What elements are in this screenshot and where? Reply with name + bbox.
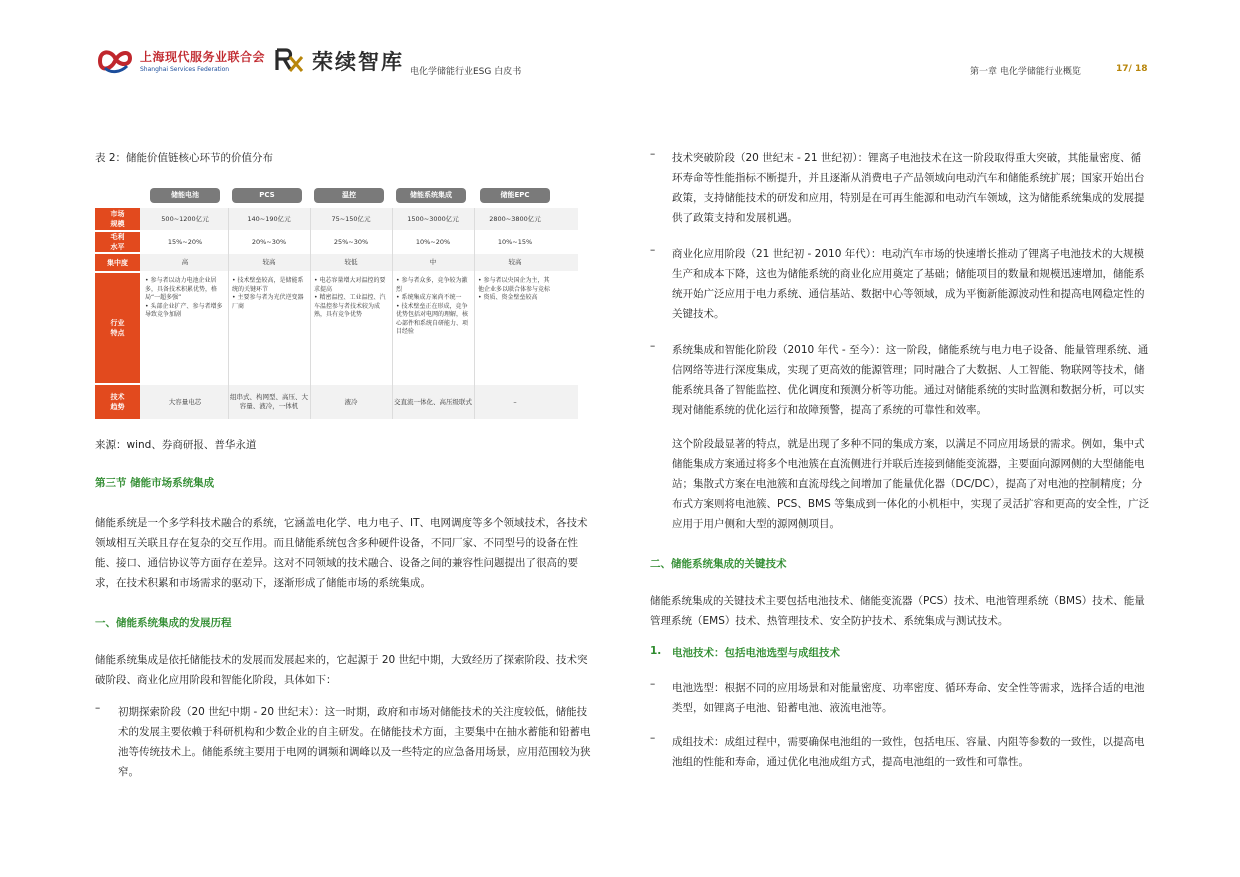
org-name-cn: 上海现代服务业联合会 <box>140 50 266 64</box>
table-cell: 10%~20% <box>415 237 451 246</box>
bullet-text: 成组技术：成组过程中，需要确保电池组的一致性，包括电压、容量、内阻等参数的一致性，以提高电池组的性能和寿命，通过优化电池成组方式，提高电池组的一致性和可靠性。 <box>672 736 1145 768</box>
table-cell: 中 <box>429 258 437 266</box>
subsection-title: 二、储能系统集成的关键技术 <box>650 558 787 570</box>
value-chain-table <box>95 185 578 420</box>
org-name <box>140 48 265 73</box>
column-header-thermal: 温控 <box>314 188 384 203</box>
bullet-dash: – <box>650 340 656 352</box>
table-cell: • 参与者众多，竞争较为激烈 • 系统集成方案尚不统一 • 技术壁垒正在形成，竞争优势包括对电网的理解，核心部件和系统自研能力、项目经验 <box>396 277 469 335</box>
page-header <box>0 0 1240 90</box>
federation-logo-icon <box>97 46 133 76</box>
column-header-integration: 储能系统集成 <box>396 188 466 203</box>
column-header-pcs: PCS <box>232 188 302 203</box>
bullet-dash: – <box>650 678 656 690</box>
table-cell: 1500~3000亿元 <box>407 214 459 223</box>
table-cell: 较高 <box>262 258 276 266</box>
brand-logo-icon <box>274 47 304 73</box>
table-cell: 10%~15% <box>497 237 533 246</box>
table-cell: 15%~20% <box>167 237 203 246</box>
paragraph: 这个阶段最显著的特点，就是出现了多种不同的集成方案，以满足不同应用场景的需求。例如，集中式储能集成方案通过将多个电池簇在直流侧进行并联后连接到储能变流器，主要面向源网侧的大型储能电站；集散式方案在电池簇和直流母线之间增加了能量优化器（DC/DC），提高了对电池的控制精度；分布式方案则将电池簇、PCS、BMS 等集成到一体化的小机柜中，实现了灵活扩容和更高的安全性，广泛应用于用户侧和大型的源网侧项目。 <box>672 438 1150 530</box>
row-header-gross-margin: 毛利 水平 <box>95 232 140 252</box>
bullet-dash: – <box>650 732 656 744</box>
bullet-text: 初期探索阶段（20 世纪中期 - 20 世纪末）：这一时期，政府和市场对储能技术的关注度较低，储能技术的发展主要依赖于科研机构和少数企业的自主研发。在储能技术方面，主要集中在抽水蓄能和铅蓄电池等传统技术上。储能系统主要用于电网的调频和调峰以及一些特定的应急备用场景，应用范围较为狭窄。 <box>118 706 591 778</box>
bullet-dash: – <box>95 702 101 714</box>
table-cell: • 技术壁垒较高，是储能系统的关键环节 • 主要参与者为光伏逆变器厂商 <box>232 277 304 310</box>
table-cell: – <box>513 397 517 406</box>
paragraph: 储能系统是一个多学科技术融合的系统，它涵盖电化学、电力电子、IT、电网调度等多个领域技术，各技术领域相互关联且存在复杂的交互作用。而且储能系统包含多种硬件设备，不同厂家、不同型号的设备在性能、接口、通信协议等方面存在差异。这对不同领域的技术融合、设备之间的兼容性问题提出了很高的要求，在技术积累和市场需求的驱动下，逐渐形成了储能市场的系统集成。 <box>95 517 588 589</box>
table-cell: 25%~30% <box>333 237 369 246</box>
table-source: 来源：wind、券商研报、普华永道 <box>95 439 257 451</box>
table-cell: 75~150亿元 <box>331 214 371 223</box>
table-caption: 表 2：储能价值链核心环节的价值分布 <box>95 152 274 164</box>
table-cell: • 参与者以央国企为主，其他企业多以联合体参与竞标 • 资质、资金壁垒较高 <box>478 277 551 301</box>
bullet-text: 电池选型：根据不同的应用场景和对能量密度、功率密度、循环寿命、安全性等需求，选择合适的电池类型，如锂离子电池、铅蓄电池、液流电池等。 <box>672 682 1145 714</box>
document-title: 电化学储能行业ESG 白皮书 <box>410 67 522 77</box>
row-header-concentration: 集中度 <box>95 254 140 271</box>
table-cell: 较高 <box>508 258 522 266</box>
paragraph: 储能系统集成的关键技术主要包括电池技术、储能变流器（PCS）技术、电池管理系统（BMS）技术、能量管理系统（EMS）技术、热管理技术、安全防护技术、系统集成与测试技术。 <box>650 595 1145 627</box>
table-cell: • 电芯容量增大对温控的要求提高 • 精密温控、工业温控、汽车温控参与者技术较为成熟，具有竞争优势 <box>314 277 386 318</box>
chapter-title: 第一章 电化学储能行业概览 <box>970 67 1081 77</box>
table-cell: 液冷 <box>344 397 358 406</box>
paragraph: 储能系统集成是依托储能技术的发展而发展起来的，它起源于 20 世纪中期，大致经历了探索阶段、技术突破阶段、商业化应用阶段和智能化阶段，具体如下： <box>95 654 588 686</box>
row-header-market-size: 市场 规模 <box>95 208 140 230</box>
table-cell: 20%~30% <box>251 237 287 246</box>
column-header-epc: 储能EPC <box>480 188 550 203</box>
item-title: 电池技术：包括电池选型与成组技术 <box>672 647 840 659</box>
table-cell: 组串式、构网型、高压、大容量、液冷，一体机 <box>230 393 308 410</box>
org-name-en: Shanghai Services Federation <box>140 66 230 73</box>
row-header-features: 行业 特点 <box>95 273 140 383</box>
table-cell: 2800~3800亿元 <box>489 214 541 223</box>
bullet-text: 技术突破阶段（20 世纪末 - 21 世纪初）：锂离子电池技术在这一阶段取得重大突破，其能量密度、循环寿命等性能指标不断提升，并且逐渐从消费电子产品领域向电动汽车和储能系统扩展；国家开始出台政策，支持储能技术的研发和应用，特别是在可再生能源和电动汽车领域，这为储能系统集成的发展提供了政策支持和发展机遇。 <box>672 152 1145 224</box>
table-cell: 大容量电芯 <box>168 397 202 406</box>
section-title: 第三节 储能市场系统集成 <box>95 477 215 489</box>
table-cell: 较低 <box>344 258 358 266</box>
table-cell: 交直流一体化、高压级联式 <box>394 397 472 406</box>
bullet-dash: – <box>650 148 656 160</box>
table-cell: • 参与者以动力电池企业居多，具备技术积累优势，格局“一超多强” • 头部企业扩产、参与者增多导致竞争加剧 <box>145 277 223 318</box>
item-number: 1. <box>650 645 662 657</box>
subsection-title: 一、储能系统集成的发展历程 <box>95 617 232 629</box>
row-header-trends: 技术 趋势 <box>95 385 140 419</box>
table-cell: 高 <box>181 258 189 266</box>
page-number: 17/ 18 <box>1116 64 1148 74</box>
column-header-battery: 储能电池 <box>150 188 220 203</box>
table-cell: 140~190亿元 <box>247 214 291 223</box>
bullet-text: 系统集成和智能化阶段（2010 年代 - 至今）：这一阶段，储能系统与电力电子设备、能量管理系统、通信网络等进行深度集成，实现了更高效的能源管理；同时融合了大数据、人工智能、物联网等技术，储能系统具备了智能监控、优化调度和预测分析等功能。通过对储能系统的实时监测和数据分析，可以实现对储能系统的优化运行和故障预警，提高了系统的可靠性和效率。 <box>672 344 1149 416</box>
table-cell: 500~1200亿元 <box>161 214 209 223</box>
bullet-dash: – <box>650 244 656 256</box>
bullet-text: 商业化应用阶段（21 世纪初 - 2010 年代）：电动汽车市场的快速增长推动了锂离子电池技术的大规模生产和成本下降，这也为储能系统的商业化应用奠定了基础；储能项目的数量和规模迅速增加，储能系统开始广泛应用于电力系统、通信基站、数据中心等领域，成为平衡新能源波动性和提高电网稳定性的关键技术。 <box>672 248 1145 320</box>
brand-name: 荣续智库 <box>312 50 404 74</box>
